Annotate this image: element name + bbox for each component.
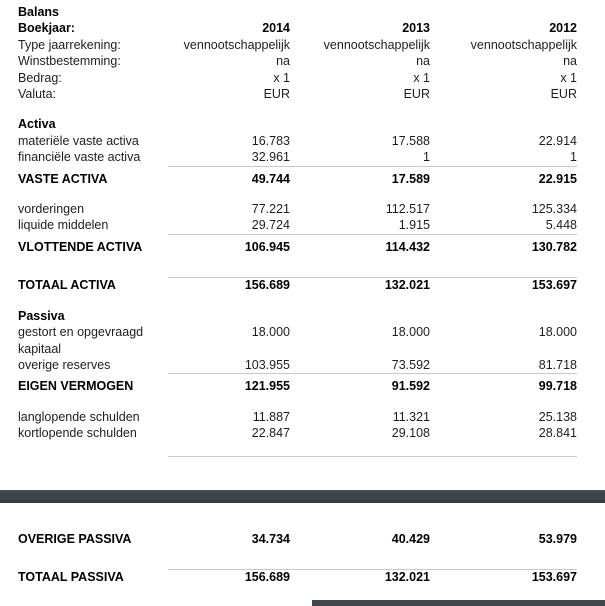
value-financi-le-vaste-activa-2014: 32.961: [168, 149, 290, 166]
value-valuta-2014: EUR: [263, 87, 290, 102]
value-valuta-2013: EUR: [403, 87, 430, 102]
label-activa: Activa: [18, 117, 56, 132]
rule-line-2012: [430, 448, 577, 457]
value-type-jaarrekening-2013: vennootschappelijk: [323, 37, 430, 52]
rule-spacer-cell: [18, 269, 168, 277]
row-type-jaarrekening: [18, 37, 605, 53]
label-vaste-activa: VASTE ACTIVA: [18, 171, 108, 186]
label-financi-le-vaste-activa: financiële vaste activa: [18, 150, 141, 165]
label-vorderingen: vorderingen: [18, 202, 85, 217]
value-bedrag-2014: x 1: [273, 70, 290, 85]
value-totaal-passiva-2012: 153.697: [531, 569, 577, 584]
value-vlottende-activa-2014: 106.945: [244, 239, 290, 254]
value-totaal-activa-2013: 132.021: [384, 278, 430, 293]
row-vaste-activa: [18, 171, 605, 187]
row-gestort-en-opgevraagd-kapitaal: [18, 324, 605, 357]
value-winstbestemming-2013: na: [416, 54, 430, 69]
value-overige-passiva-2012: 53.979: [538, 531, 577, 546]
rule-spacer-cell: [18, 448, 168, 456]
row-liquide-middelen: [18, 217, 605, 238]
total-rule-row: [18, 269, 605, 277]
value-langlopende-schulden-2012: 25.138: [538, 409, 577, 424]
value-vaste-activa-2012: 22.915: [538, 171, 577, 186]
label-boekjaar: Boekjaar:: [18, 21, 75, 36]
rule-line-2013: [290, 448, 430, 457]
value-financi-le-vaste-activa-2012: 1: [430, 149, 577, 166]
row-eigen-vermogen: [18, 378, 605, 394]
value-boekjaar-2012: 2012: [549, 21, 577, 36]
value-vorderingen-2012: 125.334: [531, 202, 577, 217]
row-overige-reserves: [18, 357, 605, 378]
bottom-divider-band: [312, 600, 605, 606]
label-kortlopende-schulden: kortlopende schulden: [18, 426, 137, 441]
value-materi-le-vaste-activa-2013: 17.588: [391, 133, 430, 148]
spacer: [18, 456, 605, 490]
value-liquide-middelen-2013: 1.915: [290, 217, 430, 234]
row-bedrag: [18, 70, 605, 86]
value-vorderingen-2013: 112.517: [385, 202, 430, 217]
label-gestort-en-opgevraagd-kapitaal: gestort en opgevraagd kapitaal: [18, 325, 144, 356]
value-overige-passiva-2013: 40.429: [391, 531, 430, 546]
value-materi-le-vaste-activa-2012: 22.914: [538, 133, 577, 148]
label-vlottende-activa: VLOTTENDE ACTIVA: [18, 239, 143, 254]
value-vaste-activa-2014: 49.744: [251, 171, 290, 186]
spacer: [18, 395, 605, 409]
label-totaal-passiva: TOTAAL PASSIVA: [18, 569, 124, 584]
value-overige-reserves-2014: 103.955: [168, 357, 290, 374]
value-winstbestemming-2014: na: [276, 54, 290, 69]
value-totaal-passiva-2013: 132.021: [384, 569, 430, 584]
label-passiva: Passiva: [18, 308, 65, 323]
label-overige-passiva: OVERIGE PASSIVA: [18, 531, 132, 546]
row-langlopende-schulden: [18, 409, 605, 425]
row-winstbestemming: [18, 53, 605, 69]
value-liquide-middelen-2014: 29.724: [168, 217, 290, 234]
rule-spacer-cell: [18, 561, 168, 569]
spacer: [18, 294, 605, 308]
spacer: [18, 547, 605, 561]
value-boekjaar-2013: 2013: [402, 21, 430, 36]
label-type-jaarrekening: Type jaarrekening:: [18, 37, 121, 52]
label-bedrag: Bedrag:: [18, 70, 62, 85]
value-vlottende-activa-2013: 114.432: [385, 239, 430, 254]
label-liquide-middelen: liquide middelen: [18, 218, 109, 233]
value-financi-le-vaste-activa-2013: 1: [290, 149, 430, 166]
value-liquide-middelen-2012: 5.448: [430, 217, 577, 234]
value-eigen-vermogen-2014: 121.955: [244, 379, 290, 394]
label-langlopende-schulden: langlopende schulden: [18, 409, 140, 424]
row-materi-le-vaste-activa: [18, 133, 605, 149]
label-winstbestemming: Winstbestemming:: [18, 54, 121, 69]
label-balans: Balans: [18, 5, 59, 19]
value-eigen-vermogen-2013: 91.592: [391, 379, 430, 394]
row-totaal-activa: [18, 277, 605, 293]
value-type-jaarrekening-2014: vennootschappelijk: [183, 37, 290, 52]
label-eigen-vermogen: EIGEN VERMOGEN: [18, 379, 134, 394]
section-divider-band: [0, 490, 605, 503]
row-totaal-passiva: [18, 569, 605, 585]
row-kortlopende-schulden: [18, 425, 605, 441]
row-overige-passiva: [18, 531, 605, 547]
value-kortlopende-schulden-2013: 29.108: [391, 426, 430, 441]
row-activa: [18, 116, 605, 132]
value-materi-le-vaste-activa-2014: 16.783: [251, 133, 290, 148]
value-gestort-en-opgevraagd-kapitaal-2014: 18.000: [251, 325, 290, 340]
value-gestort-en-opgevraagd-kapitaal-2012: 18.000: [538, 325, 577, 340]
value-vlottende-activa-2012: 130.782: [531, 239, 577, 254]
value-winstbestemming-2012: na: [563, 54, 577, 69]
row-vorderingen: [18, 201, 605, 217]
value-overige-reserves-2013: 73.592: [290, 357, 430, 374]
value-overige-reserves-2012: 81.718: [430, 357, 577, 374]
spacer: [18, 255, 605, 269]
value-kortlopende-schulden-2014: 22.847: [251, 426, 290, 441]
value-langlopende-schulden-2013: 11.321: [392, 409, 430, 424]
value-boekjaar-2014: 2014: [262, 21, 290, 36]
total-rule-row: [18, 448, 605, 456]
rule-line-2014: [168, 448, 290, 457]
value-overige-passiva-2014: 34.734: [251, 531, 290, 546]
total-rule-row: [18, 561, 605, 569]
value-type-jaarrekening-2012: vennootschappelijk: [470, 37, 577, 52]
spacer: [18, 102, 605, 116]
row-financi-le-vaste-activa: [18, 149, 605, 170]
value-bedrag-2012: x 1: [560, 70, 577, 85]
value-kortlopende-schulden-2012: 28.841: [538, 426, 577, 441]
row-valuta: [18, 86, 605, 102]
row-passiva: [18, 308, 605, 324]
value-totaal-activa-2014: 156.689: [244, 278, 290, 293]
value-valuta-2012: EUR: [550, 87, 577, 102]
label-overige-reserves: overige reserves: [18, 357, 111, 372]
value-totaal-activa-2012: 153.697: [531, 278, 577, 293]
value-eigen-vermogen-2012: 99.718: [538, 379, 577, 394]
spacer: [18, 187, 605, 201]
value-bedrag-2013: x 1: [413, 70, 430, 85]
row-balans: [18, 4, 605, 20]
label-materi-le-vaste-activa: materiële vaste activa: [18, 133, 139, 148]
value-gestort-en-opgevraagd-kapitaal-2013: 18.000: [391, 325, 430, 340]
value-totaal-passiva-2014: 156.689: [244, 569, 290, 584]
value-langlopende-schulden-2014: 11.887: [252, 409, 290, 424]
value-vorderingen-2014: 77.221: [251, 202, 290, 217]
row-boekjaar: [18, 20, 605, 36]
row-vlottende-activa: [18, 239, 605, 255]
label-totaal-activa: TOTAAL ACTIVA: [18, 278, 116, 293]
spacer: [18, 503, 605, 531]
label-valuta: Valuta:: [18, 87, 56, 102]
value-vaste-activa-2013: 17.589: [391, 171, 430, 186]
